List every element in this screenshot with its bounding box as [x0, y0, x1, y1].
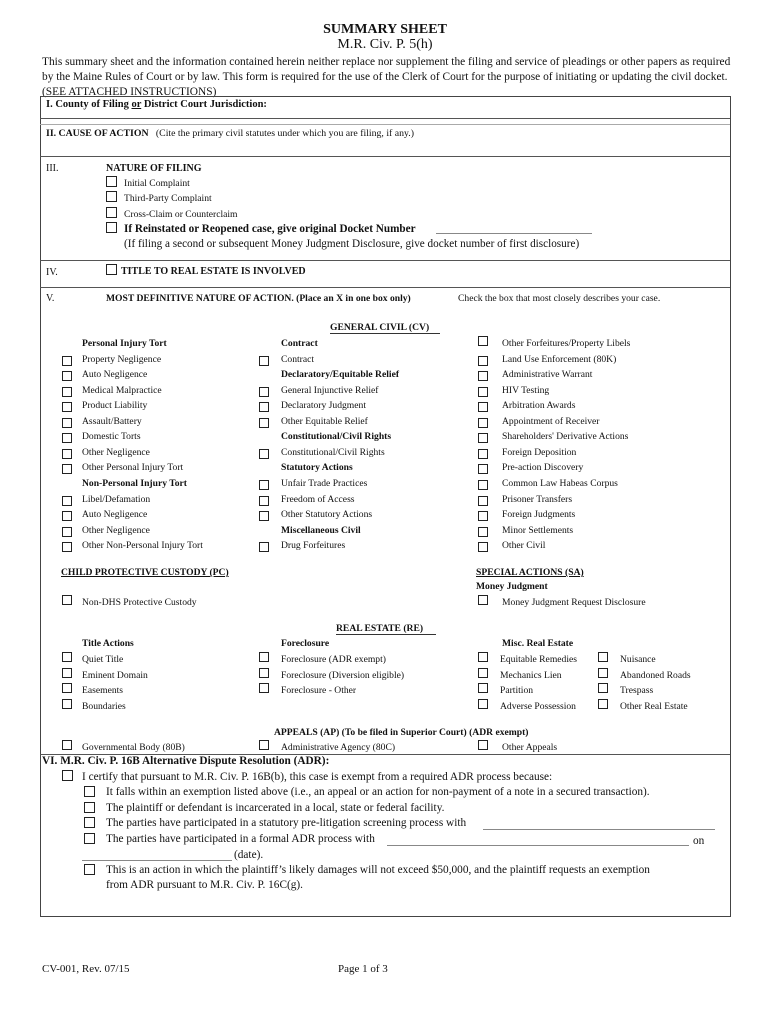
adr-certify-checkbox[interactable]	[62, 770, 73, 781]
title-real-estate-checkbox[interactable]	[106, 264, 117, 275]
money-judgment-label: Money Judgment Request Disclosure	[502, 597, 646, 608]
re-title-boundaries-checkbox[interactable]	[62, 699, 72, 709]
re-foreclosure-foreclosure-adr-exempt-checkbox[interactable]	[259, 652, 269, 662]
governmental-body-label: Governmental Body (80B)	[82, 742, 185, 753]
adr-reason-exemption-label: It falls within an exemption listed above (i.e., an appeal or an action for non-payment of a note in a secured transaction).	[106, 786, 650, 798]
gc-misc-arbitration-awards-label: Arbitration Awards	[502, 400, 576, 412]
real-estate-heading: REAL ESTATE (RE)	[336, 623, 424, 634]
adr-date-field[interactable]	[82, 860, 232, 861]
gc-tort-auto-negligence-checkbox[interactable]	[62, 511, 72, 521]
gc-contract-declaratory-judgment-label: Declaratory Judgment	[281, 400, 366, 412]
gc-contract-statutory-actions-heading: Statutory Actions	[281, 462, 353, 474]
gc-tort-auto-negligence-checkbox[interactable]	[62, 371, 72, 381]
re-misc-adverse-possession-label: Adverse Possession	[500, 700, 576, 712]
re-misc-abandoned-roads-checkbox[interactable]	[598, 668, 608, 678]
gc-tort-other-personal-injury-tort-checkbox[interactable]	[62, 464, 72, 474]
non-dhs-label: Non-DHS Protective Custody	[82, 597, 197, 608]
other-appeals-checkbox[interactable]	[478, 740, 488, 750]
gc-tort-medical-malpractice-label: Medical Malpractice	[82, 384, 162, 396]
gc-contract-constitutional-civil-rights-checkbox[interactable]	[259, 449, 269, 459]
gc-misc-other-forfeitures-property-libels-checkbox[interactable]	[478, 336, 488, 346]
divider-section-1b	[40, 124, 730, 125]
re-misc-equitable-remedies-checkbox[interactable]	[478, 652, 488, 662]
adr-reason-screening-label: The parties have participated in a statutory pre-litigation screening process with	[106, 817, 467, 829]
gc-misc-hiv-testing-checkbox[interactable]	[478, 387, 488, 397]
re-misc-nuisance-label: Nuisance	[620, 654, 656, 665]
adr-reason-damages-checkbox[interactable]	[84, 864, 95, 875]
foreclosure-heading: Foreclosure	[281, 638, 330, 649]
cross-claim-checkbox[interactable]	[106, 207, 117, 218]
gc-contract-other-equitable-relief-label: Other Equitable Relief	[281, 415, 368, 427]
reinstated-note: (If filing a second or subsequent Money Judgment Disclosure, give docket number of first disclosure)	[124, 238, 580, 250]
re-title-quiet-title-label: Quiet Title	[82, 654, 124, 665]
gc-tort-non-personal-injury-tort-heading: Non-Personal Injury Tort	[82, 477, 188, 489]
gc-tort-assault-battery-checkbox[interactable]	[62, 418, 72, 428]
gc-tort-product-liability-label: Product Liability	[82, 400, 148, 412]
re-misc-other-real-estate-label: Other Real Estate	[620, 700, 688, 712]
administrative-agency-checkbox[interactable]	[259, 740, 269, 750]
real-estate-underline	[336, 634, 436, 635]
gc-tort-assault-battery-label: Assault/Battery	[82, 415, 142, 427]
gc-tort-other-personal-injury-tort-label: Other Personal Injury Tort	[82, 462, 184, 474]
re-misc-adverse-possession-checkbox[interactable]	[478, 699, 488, 709]
gc-tort-libel-defamation-label: Libel/Defamation	[82, 493, 151, 505]
gc-misc-appointment-of-receiver-checkbox[interactable]	[478, 418, 488, 428]
gc-contract-freedom-of-access-checkbox[interactable]	[259, 496, 269, 506]
gc-misc-prisoner-transfers-checkbox[interactable]	[478, 496, 488, 506]
third-party-complaint-label: Third-Party Complaint	[124, 193, 212, 204]
gc-misc-land-use-enforcement-80k-label: Land Use Enforcement (80K)	[502, 353, 617, 365]
re-misc-other-real-estate-checkbox[interactable]	[598, 699, 608, 709]
gc-tort-personal-injury-tort-heading: Personal Injury Tort	[82, 338, 167, 349]
initial-complaint-checkbox[interactable]	[106, 176, 117, 187]
third-party-complaint-checkbox[interactable]	[106, 191, 117, 202]
most-definitive-label: MOST DEFINITIVE NATURE OF ACTION. (Place an X in one box only)	[106, 293, 411, 304]
section-5-number: V.	[46, 293, 55, 304]
gc-contract-declaratory-judgment-checkbox[interactable]	[259, 402, 269, 412]
section-county-label: I. County of Filing or District Court Jurisdiction:	[46, 99, 267, 110]
re-misc-abandoned-roads-label: Abandoned Roads	[620, 669, 691, 681]
gc-misc-foreign-deposition-checkbox[interactable]	[478, 449, 488, 459]
gc-tort-product-liability-checkbox[interactable]	[62, 402, 72, 412]
gc-contract-drug-forfeitures-checkbox[interactable]	[259, 542, 269, 552]
divider-section-1	[40, 118, 730, 119]
adr-reason-formal-checkbox[interactable]	[84, 833, 95, 844]
reinstated-checkbox[interactable]	[106, 222, 117, 233]
adr-reason-damages-label-2: from ADR pursuant to M.R. Civ. P. 16C(g).	[106, 879, 303, 891]
misc-real-estate-heading: Misc. Real Estate	[502, 638, 574, 649]
adr-reason-incarcerated-label: The plaintiff or defendant is incarcerated in a local, state or federal facility.	[106, 802, 445, 814]
gc-contract-drug-forfeitures-label: Drug Forfeitures	[281, 540, 346, 552]
page-number: Page 1 of 3	[338, 963, 388, 975]
gc-misc-other-civil-label: Other Civil	[502, 540, 546, 552]
section-cause-of-action: II. CAUSE OF ACTION (Cite the primary civil statutes under which you are filing, if any.)	[46, 128, 414, 139]
gc-tort-other-negligence-label: Other Negligence	[82, 524, 150, 536]
gc-misc-pre-action-discovery-label: Pre-action Discovery	[502, 462, 584, 474]
gc-misc-appointment-of-receiver-label: Appointment of Receiver	[502, 415, 600, 427]
page-title: SUMMARY SHEET	[323, 22, 447, 37]
adr-reason-formal-label: The parties have participated in a formal ADR process with	[106, 833, 375, 845]
re-foreclosure-foreclosure-other-label: Foreclosure - Other	[281, 685, 357, 696]
administrative-agency-label: Administrative Agency (80C)	[281, 742, 396, 753]
divider-section-4	[40, 287, 730, 288]
gc-tort-other-negligence-checkbox[interactable]	[62, 449, 72, 459]
re-title-easements-label: Easements	[82, 685, 124, 696]
gc-misc-shareholders-derivative-actions-label: Shareholders' Derivative Actions	[502, 431, 629, 443]
reinstated-label: If Reinstated or Reopened case, give original Docket Number	[124, 223, 416, 235]
re-misc-mechanics-lien-label: Mechanics Lien	[500, 669, 562, 681]
adr-date-label: (date).	[234, 849, 264, 861]
gc-misc-arbitration-awards-checkbox[interactable]	[478, 402, 488, 412]
gc-tort-domestic-torts-checkbox[interactable]	[62, 433, 72, 443]
re-misc-nuisance-checkbox[interactable]	[598, 652, 608, 662]
title-real-estate-label: TITLE TO REAL ESTATE IS INVOLVED	[121, 266, 306, 277]
money-judgment-heading: Money Judgment	[476, 581, 548, 592]
gc-tort-property-negligence-checkbox[interactable]	[62, 356, 72, 366]
re-foreclosure-foreclosure-diversion-eligible-label: Foreclosure (Diversion eligible)	[281, 669, 405, 681]
other-appeals-label: Other Appeals	[502, 742, 558, 753]
gc-misc-common-law-habeas-corpus-checkbox[interactable]	[478, 480, 488, 490]
gc-misc-foreign-deposition-label: Foreign Deposition	[502, 446, 577, 458]
gc-misc-administrative-warrant-label: Administrative Warrant	[502, 369, 593, 381]
nature-of-filing-heading: NATURE OF FILING	[106, 163, 202, 174]
gc-misc-administrative-warrant-checkbox[interactable]	[478, 371, 488, 381]
gc-misc-hiv-testing-label: HIV Testing	[502, 384, 550, 396]
re-title-boundaries-label: Boundaries	[82, 700, 126, 712]
re-misc-mechanics-lien-checkbox[interactable]	[478, 668, 488, 678]
gc-contract-freedom-of-access-label: Freedom of Access	[281, 493, 355, 505]
non-dhs-checkbox[interactable]	[62, 595, 72, 605]
gc-contract-declaratory-equitable-relief-heading: Declaratory/Equitable Relief	[281, 369, 400, 381]
special-actions-heading: SPECIAL ACTIONS (SA)	[476, 567, 584, 578]
section-3-number: III.	[46, 163, 59, 174]
governmental-body-checkbox[interactable]	[62, 740, 72, 750]
gc-contract-general-injunctive-relief-checkbox[interactable]	[259, 387, 269, 397]
page-subtitle: M.R. Civ. P. 5(h)	[337, 37, 433, 52]
gc-contract-contract-label: Contract	[281, 353, 315, 365]
re-title-easements-checkbox[interactable]	[62, 683, 72, 693]
check-box-note: Check the box that most closely describes your case.	[458, 293, 661, 304]
gc-misc-pre-action-discovery-checkbox[interactable]	[478, 464, 488, 474]
gc-misc-foreign-judgments-checkbox[interactable]	[478, 511, 488, 521]
re-misc-trespass-label: Trespass	[620, 685, 654, 696]
gc-contract-other-statutory-actions-label: Other Statutory Actions	[281, 509, 373, 521]
gc-contract-unfair-trade-practices-label: Unfair Trade Practices	[281, 477, 368, 489]
re-foreclosure-foreclosure-other-checkbox[interactable]	[259, 683, 269, 693]
gc-tort-libel-defamation-checkbox[interactable]	[62, 496, 72, 506]
gc-tort-other-negligence-checkbox[interactable]	[62, 527, 72, 537]
gc-tort-medical-malpractice-checkbox[interactable]	[62, 387, 72, 397]
cross-claim-label: Cross-Claim or Counterclaim	[124, 209, 238, 220]
gc-contract-contract-checkbox[interactable]	[259, 356, 269, 366]
re-misc-partition-checkbox[interactable]	[478, 683, 488, 693]
appeals-heading: APPEALS (AP) (To be filed in Superior Court) (ADR exempt)	[274, 727, 529, 738]
adr-heading: VI. M.R. Civ. P. 16B Alternative Dispute Resolution (ADR):	[42, 755, 330, 767]
docket-number-field[interactable]	[436, 233, 592, 234]
child-protective-heading: CHILD PROTECTIVE CUSTODY (PC)	[61, 567, 229, 578]
gc-misc-other-civil-checkbox[interactable]	[478, 542, 488, 552]
gc-misc-minor-settlements-label: Minor Settlements	[502, 524, 574, 536]
gc-misc-other-forfeitures-property-libels-label: Other Forfeitures/Property Libels	[502, 338, 631, 349]
gc-misc-foreign-judgments-label: Foreign Judgments	[502, 509, 576, 521]
gc-contract-contract-heading: Contract	[281, 338, 318, 349]
gc-misc-shareholders-derivative-actions-checkbox[interactable]	[478, 433, 488, 443]
adr-reason-incarcerated-checkbox[interactable]	[84, 802, 95, 813]
gc-contract-constitutional-civil-rights-heading: Constitutional/Civil Rights	[281, 431, 392, 443]
adr-reason-exemption-checkbox[interactable]	[84, 786, 95, 797]
gc-tort-other-negligence-label: Other Negligence	[82, 446, 150, 458]
gc-misc-common-law-habeas-corpus-label: Common Law Habeas Corpus	[502, 477, 618, 489]
divider-section-3	[40, 260, 730, 261]
gc-tort-auto-negligence-label: Auto Negligence	[82, 509, 148, 521]
initial-complaint-label: Initial Complaint	[124, 178, 190, 189]
re-title-eminent-domain-label: Eminent Domain	[82, 669, 148, 681]
gc-tort-other-non-personal-injury-tort-checkbox[interactable]	[62, 542, 72, 552]
re-title-quiet-title-checkbox[interactable]	[62, 652, 72, 662]
gc-tort-domestic-torts-label: Domestic Torts	[82, 431, 141, 443]
gc-tort-auto-negligence-label: Auto Negligence	[82, 369, 148, 381]
re-foreclosure-foreclosure-diversion-eligible-checkbox[interactable]	[259, 668, 269, 678]
re-title-eminent-domain-checkbox[interactable]	[62, 668, 72, 678]
money-judgment-checkbox[interactable]	[478, 595, 488, 605]
screening-process-field[interactable]	[483, 829, 715, 830]
gc-contract-other-equitable-relief-checkbox[interactable]	[259, 418, 269, 428]
gc-misc-minor-settlements-checkbox[interactable]	[478, 527, 488, 537]
gc-tort-property-negligence-label: Property Negligence	[82, 353, 162, 365]
gc-contract-constitutional-civil-rights-label: Constitutional/Civil Rights	[281, 446, 385, 458]
title-actions-heading: Title Actions	[82, 638, 134, 649]
gc-misc-prisoner-transfers-label: Prisoner Transfers	[502, 493, 573, 505]
re-misc-trespass-checkbox[interactable]	[598, 683, 608, 693]
adr-reason-screening-checkbox[interactable]	[84, 817, 95, 828]
re-foreclosure-foreclosure-adr-exempt-label: Foreclosure (ADR exempt)	[281, 654, 386, 665]
adr-certify-label: I certify that pursuant to M.R. Civ. P. 16B(b), this case is exempt from a required ADR process because:	[82, 771, 553, 783]
form-id: CV-001, Rev. 07/15	[42, 963, 130, 975]
intro-paragraph: This summary sheet and the information contained herein neither replace nor supplement the filing and service of pleadings or other papers as required by the Maine Rules of Court or by law. This form is required for the use of the Clerk of Court for the purpose of initiating or updating the civil docket. (SEE ATTACHED INSTRUCTIONS)	[42, 56, 731, 98]
section-4-number: IV.	[46, 267, 58, 278]
gc-contract-other-statutory-actions-checkbox[interactable]	[259, 511, 269, 521]
adr-reason-damages-label: This is an action in which the plaintiff’s likely damages will not exceed $50,000, and the plaintiff requests an exemption	[106, 864, 650, 876]
general-civil-heading: GENERAL CIVIL (CV)	[330, 322, 430, 333]
gc-contract-miscellaneous-civil-heading: Miscellaneous Civil	[281, 524, 361, 536]
re-misc-partition-label: Partition	[500, 685, 534, 696]
divider-section-2	[40, 156, 730, 157]
gc-contract-unfair-trade-practices-checkbox[interactable]	[259, 480, 269, 490]
gc-contract-general-injunctive-relief-label: General Injunctive Relief	[281, 384, 379, 396]
formal-adr-field[interactable]	[387, 845, 689, 846]
gc-tort-other-non-personal-injury-tort-label: Other Non-Personal Injury Tort	[82, 540, 203, 552]
re-misc-equitable-remedies-label: Equitable Remedies	[500, 654, 577, 665]
general-civil-underline	[330, 333, 440, 334]
adr-on-label: on	[693, 835, 705, 847]
gc-misc-land-use-enforcement-80k-checkbox[interactable]	[478, 356, 488, 366]
